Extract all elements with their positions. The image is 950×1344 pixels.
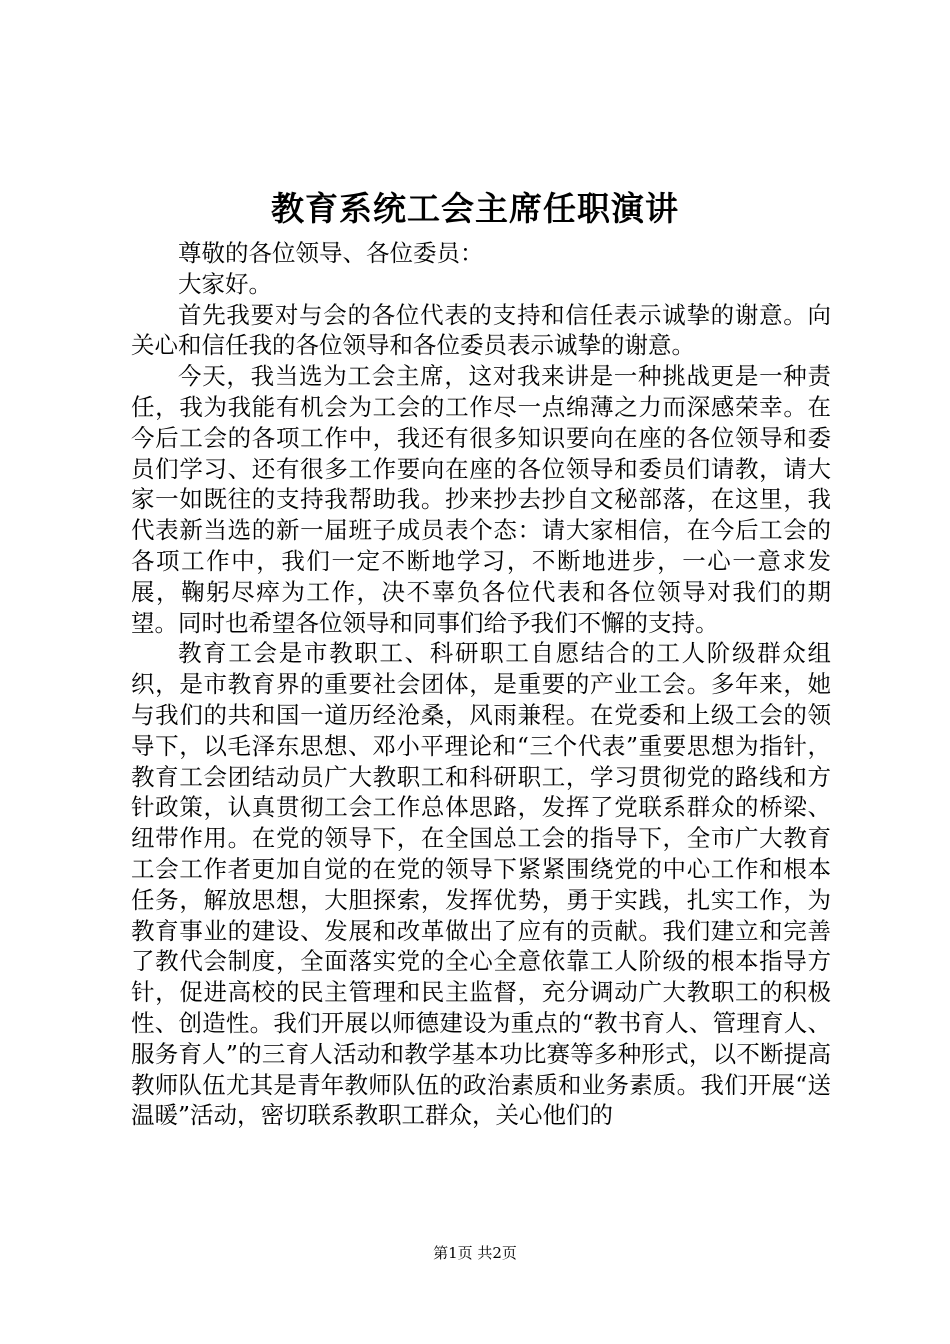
- document-title: 教育系统工会主席任职演讲: [271, 189, 679, 228]
- page-footer: 第1页 共2页: [433, 1244, 517, 1262]
- paragraph: 首先我要对与会的各位代表的支持和信任表示诚挚的谢意。向关心和信任我的各位领导和各位委员表示诚挚的谢意。: [131, 300, 831, 360]
- greeting: 大家好。: [178, 269, 272, 298]
- salutation: 尊敬的各位领导、各位委员：: [178, 239, 484, 267]
- paragraph: 教育工会是市教职工、科研职工自愿结合的工人阶级群众组织，是市教育界的重要社会团体，是重要的产业工会。多年来，她与我们的共和国一道历经沧桑，风雨兼程。在党委和上级工会的领导下，以毛泽东思想、邓小平理论和“三个代表”重要思想为指针，教育工会团结动员广大教职工和科研职工，学习贯彻党的路线和方针政策，认真贯彻工会工作总体思路，发挥了党联系群众的桥梁、纽带作用。在党的领导下，在全国总工会的指导下，全市广大教育工会工作者更加自觉的在党的领导下紧紧围绕党的中心工作和根本任务，解放思想，大胆探索，发挥优势，勇于实践，扎实工作，为教育事业的建设、发展和改革做出了应有的贡献。我们建立和完善了教代会制度，全面落实党的全心全意依靠工人阶级的根本指导方针，促进高校的民主管理和民主监督，充分调动广大教职工的积极性、创造性。我们开展以师德建设为重点的“教书育人、管理育人、服务育人”的三育人活动和教学基本功比赛等多种形式，以不断提高教师队伍尤其是青年教师队伍的政治素质和业务素质。我们开展“送温暖”活动，密切联系教职工群众，关心他们的: [131, 639, 831, 1130]
- document-body: [131, 238, 831, 1131]
- paragraph: 今天，我当选为工会主席，这对我来讲是一种挑战更是一种责任，我为我能有机会为工会的工作尽一点绵薄之力而深感荣幸。在今后工会的各项工作中，我还有很多知识要向在座的各位领导和委员们学习、还有很多工作要向在座的各位领导和委员们请教，请大家一如既往的支持我帮助我。抄来抄去抄自文秘部落，在这里，我代表新当选的新一届班子成员表个态：请大家相信，在今后工会的各项工作中，我们一定不断地学习，不断地进步，一心一意求发展，鞠躬尽瘁为工作，决不辜负各位代表和各位领导对我们的期望。同时也希望各位领导和同事们给予我们不懈的支持。: [131, 362, 831, 637]
